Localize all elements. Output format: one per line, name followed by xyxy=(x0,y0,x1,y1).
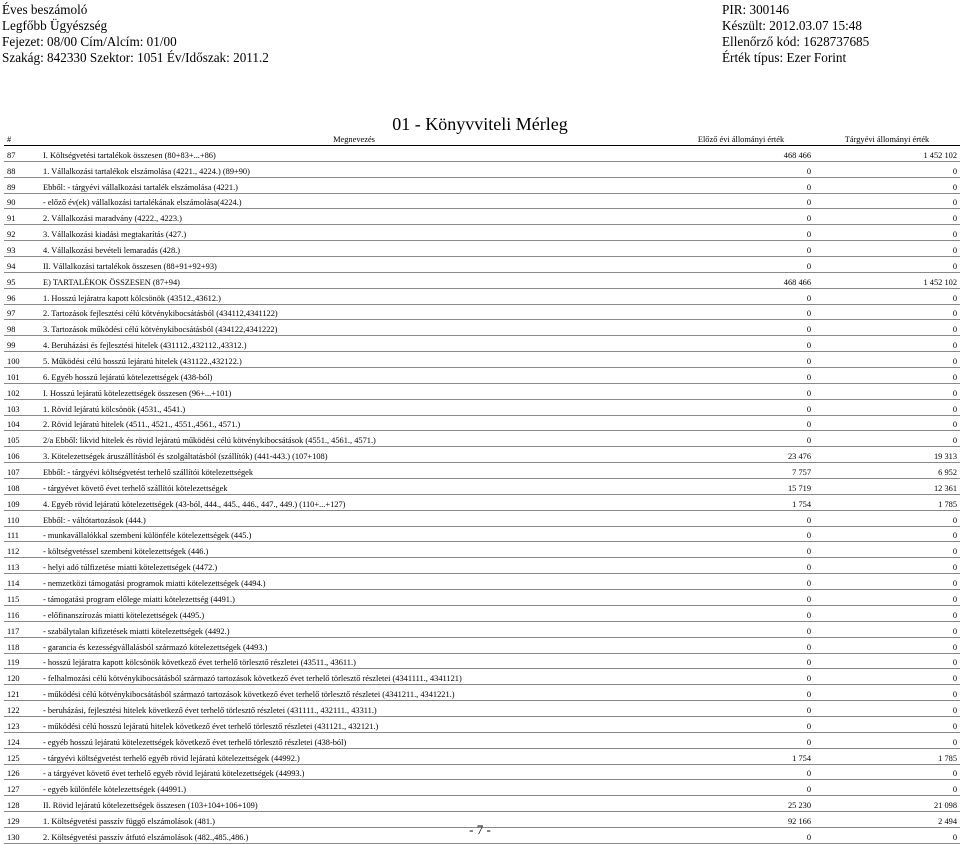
row-description: 4. Egyéb rövid lejáratú kötelezettségek (43-ból, 444., 445., 446., 447., 449.) (110+...+127) xyxy=(40,494,668,510)
row-description: 2. Tartozások fejlesztési célú kötvénykibocsátásból (434112,4341122) xyxy=(40,304,668,320)
table-row xyxy=(4,494,960,510)
table-row xyxy=(4,288,960,304)
table-row xyxy=(4,368,960,384)
current-year-value: 0 xyxy=(814,669,960,685)
previous-year-value: 0 xyxy=(668,336,814,352)
header-right xyxy=(722,2,869,66)
table-row xyxy=(4,716,960,732)
current-year-value: 0 xyxy=(814,510,960,526)
current-year-value: 0 xyxy=(814,399,960,415)
previous-year-value: 15 719 xyxy=(668,479,814,495)
row-description: 5. Működési célú hosszú lejáratú hitelek (431122.,432122.) xyxy=(40,352,668,368)
current-year-value: 0 xyxy=(814,827,960,843)
previous-year-value: 0 xyxy=(668,177,814,193)
table-row xyxy=(4,304,960,320)
previous-year-value: 0 xyxy=(668,764,814,780)
previous-year-value: 1 754 xyxy=(668,494,814,510)
table-row xyxy=(4,431,960,447)
table-row xyxy=(4,161,960,177)
table-row xyxy=(4,653,960,669)
row-description: 1. Költségvetési passzív függő elszámolások (481.) xyxy=(40,812,668,828)
row-number: 124 xyxy=(4,732,40,748)
table-row xyxy=(4,669,960,685)
previous-year-value: 0 xyxy=(668,685,814,701)
balance-sheet-table xyxy=(4,134,960,844)
current-year-value: 0 xyxy=(814,558,960,574)
sector-period: Szakág: 842330 Szektor: 1051 Év/Időszak: 2011.2 xyxy=(2,50,269,65)
table-header-row xyxy=(4,134,960,146)
row-description: 2. Rövid lejáratú hitelek (4511., 4521., 4551.,4561., 4571.) xyxy=(40,415,668,431)
row-number: 89 xyxy=(4,177,40,193)
row-description: - garancia és kezességvállalásból származó kötelezettségek (4493.) xyxy=(40,637,668,653)
current-year-value: 0 xyxy=(814,621,960,637)
row-number: 120 xyxy=(4,669,40,685)
previous-year-value: 0 xyxy=(668,621,814,637)
row-description: - hosszú lejáratra kapott kölcsönök következő évet terhelő törlesztő részletei (43511., 43611.) xyxy=(40,653,668,669)
row-description: 4. Vállalkozási bevételi lemaradás (428.) xyxy=(40,241,668,257)
row-number: 105 xyxy=(4,431,40,447)
row-description: 2. Vállalkozási maradvány (4222., 4223.) xyxy=(40,209,668,225)
row-description: 2/a Ebből: likvid hitelek és rövid lejáratú működési célú kötvénykibocsátások (4551., 4561., 4571.) xyxy=(40,431,668,447)
row-description: - tárgyévi költségvetést terhelő egyéb rövid lejáratú kötelezettségek (44992.) xyxy=(40,748,668,764)
previous-year-value: 0 xyxy=(668,827,814,843)
row-description: Ebből: - tárgyévi költségvetést terhelő szállítói kötelezettségek xyxy=(40,463,668,479)
report-header xyxy=(0,0,960,64)
previous-year-value: 23 476 xyxy=(668,447,814,463)
previous-year-value: 0 xyxy=(668,574,814,590)
previous-year-value: 468 466 xyxy=(668,272,814,288)
row-description: 1. Hosszú lejáratra kapott kölcsönök (43512.,43612.) xyxy=(40,288,668,304)
current-year-value: 0 xyxy=(814,780,960,796)
row-number: 92 xyxy=(4,225,40,241)
current-year-value: 1 785 xyxy=(814,748,960,764)
row-number: 106 xyxy=(4,447,40,463)
row-number: 122 xyxy=(4,701,40,717)
current-year-value: 0 xyxy=(814,209,960,225)
table-row xyxy=(4,542,960,558)
table-row xyxy=(4,526,960,542)
row-number: 129 xyxy=(4,812,40,828)
row-description: - nemzetközi támogatási programok miatti kötelezettségek (4494.) xyxy=(40,574,668,590)
table-row xyxy=(4,574,960,590)
table-row xyxy=(4,463,960,479)
row-number: 95 xyxy=(4,272,40,288)
previous-year-value: 0 xyxy=(668,431,814,447)
row-description: - költségvetéssel szembeni kötelezettségek (446.) xyxy=(40,542,668,558)
previous-year-value: 0 xyxy=(668,780,814,796)
current-year-value: 1 785 xyxy=(814,494,960,510)
previous-year-value: 0 xyxy=(668,542,814,558)
row-number: 100 xyxy=(4,352,40,368)
previous-year-value: 25 230 xyxy=(668,796,814,812)
table-row xyxy=(4,510,960,526)
current-year-value: 21 098 xyxy=(814,796,960,812)
table-row xyxy=(4,605,960,621)
table-row xyxy=(4,399,960,415)
current-year-value: 1 452 102 xyxy=(814,272,960,288)
table-row xyxy=(4,590,960,606)
row-number: 119 xyxy=(4,653,40,669)
previous-year-value: 0 xyxy=(668,193,814,209)
table-row xyxy=(4,257,960,273)
current-year-value: 0 xyxy=(814,637,960,653)
current-year-value: 0 xyxy=(814,605,960,621)
row-number: 112 xyxy=(4,542,40,558)
row-description: - előző év(ek) vállalkozási tartalékának elszámolása(4224.) xyxy=(40,193,668,209)
row-number: 110 xyxy=(4,510,40,526)
row-description: 1. Rövid lejáratú kölcsönök (4531., 4541.) xyxy=(40,399,668,415)
row-number: 87 xyxy=(4,146,40,162)
table-row xyxy=(4,352,960,368)
table-row xyxy=(4,177,960,193)
previous-year-value: 0 xyxy=(668,637,814,653)
previous-year-value: 0 xyxy=(668,415,814,431)
row-number: 127 xyxy=(4,780,40,796)
row-number: 90 xyxy=(4,193,40,209)
row-number: 123 xyxy=(4,716,40,732)
row-number: 96 xyxy=(4,288,40,304)
column-header-name: Megnevezés xyxy=(40,134,668,146)
previous-year-value: 0 xyxy=(668,225,814,241)
table-row xyxy=(4,558,960,574)
row-description: - szabálytalan kifizetések miatti kötelezettségek (4492.) xyxy=(40,621,668,637)
column-header-previous-year: Előző évi állományi érték xyxy=(668,134,814,146)
row-number: 117 xyxy=(4,621,40,637)
row-number: 125 xyxy=(4,748,40,764)
row-number: 111 xyxy=(4,526,40,542)
current-year-value: 0 xyxy=(814,241,960,257)
current-year-value: 0 xyxy=(814,225,960,241)
previous-year-value: 0 xyxy=(668,605,814,621)
table-row xyxy=(4,336,960,352)
previous-year-value: 0 xyxy=(668,352,814,368)
report-type: Éves beszámoló xyxy=(2,2,88,17)
row-description: - munkavállalókkal szembeni különféle kötelezettségek (445.) xyxy=(40,526,668,542)
row-number: 113 xyxy=(4,558,40,574)
table-row xyxy=(4,764,960,780)
row-description: - beruházási, fejlesztési hitelek következő évet terhelő törlesztő részletei (431111., 432111., 43311.) xyxy=(40,701,668,717)
row-number: 108 xyxy=(4,479,40,495)
table-row xyxy=(4,796,960,812)
row-description: - támogatási program előlege miatti kötelezettség (4491.) xyxy=(40,590,668,606)
current-year-value: 0 xyxy=(814,764,960,780)
current-year-value: 0 xyxy=(814,701,960,717)
row-number: 102 xyxy=(4,383,40,399)
row-number: 101 xyxy=(4,368,40,384)
row-description: I. Költségvetési tartalékok összesen (80+83+...+86) xyxy=(40,146,668,162)
table-body xyxy=(4,146,960,844)
previous-year-value: 0 xyxy=(668,558,814,574)
row-number: 126 xyxy=(4,764,40,780)
previous-year-value: 0 xyxy=(668,209,814,225)
table-row xyxy=(4,748,960,764)
previous-year-value: 7 757 xyxy=(668,463,814,479)
previous-year-value: 0 xyxy=(668,732,814,748)
table-row xyxy=(4,241,960,257)
row-description: 3. Tartozások működési célú kötvénykibocsátásból (434122,4341222) xyxy=(40,320,668,336)
current-year-value: 6 952 xyxy=(814,463,960,479)
row-description: - egyéb hosszú lejáratú kötelezettségek következő évet terhelő törlesztő részletei (438-ból) xyxy=(40,732,668,748)
row-number: 115 xyxy=(4,590,40,606)
previous-year-value: 0 xyxy=(668,304,814,320)
previous-year-value: 0 xyxy=(668,399,814,415)
row-description: 3. Vállalkozási kiadási megtakarítás (427.) xyxy=(40,225,668,241)
previous-year-value: 0 xyxy=(668,161,814,177)
table-row xyxy=(4,780,960,796)
table-row xyxy=(4,637,960,653)
current-year-value: 0 xyxy=(814,685,960,701)
row-number: 88 xyxy=(4,161,40,177)
row-description: 3. Kötelezettségek áruszállításból és szolgáltatásból (szállítók) (441-443.) (107+108) xyxy=(40,447,668,463)
row-number: 104 xyxy=(4,415,40,431)
current-year-value: 12 361 xyxy=(814,479,960,495)
row-description: 6. Egyéb hosszú lejáratú kötelezettségek (438-ból) xyxy=(40,368,668,384)
current-year-value: 0 xyxy=(814,320,960,336)
current-year-value: 0 xyxy=(814,526,960,542)
table-row xyxy=(4,447,960,463)
current-year-value: 2 494 xyxy=(814,812,960,828)
row-number: 103 xyxy=(4,399,40,415)
row-description: Ebből: - tárgyévi vállalkozási tartalék elszámolása (4221.) xyxy=(40,177,668,193)
row-number: 107 xyxy=(4,463,40,479)
previous-year-value: 0 xyxy=(668,241,814,257)
row-number: 94 xyxy=(4,257,40,273)
table-row xyxy=(4,225,960,241)
row-description: II. Vállalkozási tartalékok összesen (88+91+92+93) xyxy=(40,257,668,273)
row-description: - tárgyévet követő évet terhelő szállítói kötelezettségek xyxy=(40,479,668,495)
current-year-value: 0 xyxy=(814,732,960,748)
row-number: 130 xyxy=(4,827,40,843)
row-description: I. Hosszú lejáratú kötelezettségek összesen (96+...+101) xyxy=(40,383,668,399)
previous-year-value: 0 xyxy=(668,590,814,606)
current-year-value: 0 xyxy=(814,383,960,399)
row-description: 1. Vállalkozási tartalékok elszámolása (4221., 4224.) (89+90) xyxy=(40,161,668,177)
column-header-current-year: Tárgyévi állományi érték xyxy=(814,134,960,146)
previous-year-value: 0 xyxy=(668,669,814,685)
row-description: II. Rövid lejáratú kötelezettségek összesen (103+104+106+109) xyxy=(40,796,668,812)
row-description: - helyi adó túlfizetése miatti kötelezettségek (4472.) xyxy=(40,558,668,574)
previous-year-value: 0 xyxy=(668,383,814,399)
row-number: 109 xyxy=(4,494,40,510)
previous-year-value: 0 xyxy=(668,257,814,273)
previous-year-value: 468 466 xyxy=(668,146,814,162)
row-number: 99 xyxy=(4,336,40,352)
previous-year-value: 1 754 xyxy=(668,748,814,764)
table-row xyxy=(4,415,960,431)
row-description: 4. Beruházási és fejlesztési hitelek (431112.,432112.,43312.) xyxy=(40,336,668,352)
current-year-value: 0 xyxy=(814,368,960,384)
previous-year-value: 0 xyxy=(668,320,814,336)
header-left xyxy=(2,2,269,66)
row-description: E) TARTALÉKOK ÖSSZESEN (87+94) xyxy=(40,272,668,288)
row-number: 128 xyxy=(4,796,40,812)
previous-year-value: 0 xyxy=(668,716,814,732)
row-description: - előfinanszírozás miatti kötelezettségek (4495.) xyxy=(40,605,668,621)
current-year-value: 0 xyxy=(814,352,960,368)
table-row xyxy=(4,621,960,637)
row-number: 97 xyxy=(4,304,40,320)
table-row xyxy=(4,320,960,336)
organization-name: Legfőbb Ügyészség xyxy=(2,18,108,33)
row-description: 2. Költségvetési passzív átfutó elszámolások (482.,485.,486.) xyxy=(40,827,668,843)
current-year-value: 0 xyxy=(814,177,960,193)
current-year-value: 0 xyxy=(814,288,960,304)
table-row xyxy=(4,479,960,495)
current-year-value: 0 xyxy=(814,336,960,352)
row-number: 121 xyxy=(4,685,40,701)
table-row xyxy=(4,146,960,162)
current-year-value: 0 xyxy=(814,590,960,606)
current-year-value: 0 xyxy=(814,716,960,732)
row-description: - egyéb különféle kötelezettségek (44991.) xyxy=(40,780,668,796)
previous-year-value: 92 166 xyxy=(668,812,814,828)
row-number: 114 xyxy=(4,574,40,590)
row-description: - működési célú hosszú lejáratú hitelek következő évet terhelő törlesztő részletei (431121., 432121.) xyxy=(40,716,668,732)
current-year-value: 0 xyxy=(814,257,960,273)
row-description: Ebből: - váltótartozások (444.) xyxy=(40,510,668,526)
row-number: 116 xyxy=(4,605,40,621)
current-year-value: 0 xyxy=(814,161,960,177)
current-year-value: 0 xyxy=(814,415,960,431)
column-header-number: # xyxy=(4,134,40,146)
value-type: Érték típus: Ezer Forint xyxy=(722,50,847,65)
row-description: - a tárgyévet követő évet terhelő egyéb rövid lejáratú kötelezettségek (44993.) xyxy=(40,764,668,780)
previous-year-value: 0 xyxy=(668,510,814,526)
row-number: 118 xyxy=(4,637,40,653)
row-number: 91 xyxy=(4,209,40,225)
current-year-value: 0 xyxy=(814,193,960,209)
current-year-value: 0 xyxy=(814,431,960,447)
table-row xyxy=(4,701,960,717)
created-timestamp: Készült: 2012.03.07 15:48 xyxy=(722,18,862,33)
page-title-text: 01 - Könyvviteli Mérleg xyxy=(392,114,568,134)
current-year-value: 1 452 102 xyxy=(814,146,960,162)
row-description: - felhalmozási célú kötvénykibocsátásból származó tartozások következő évet terhelő törlesztő részletei (4341111., 4341121) xyxy=(40,669,668,685)
table-row xyxy=(4,383,960,399)
checksum-code: Ellenőrző kód: 1628737685 xyxy=(722,34,870,49)
previous-year-value: 0 xyxy=(668,526,814,542)
row-number: 98 xyxy=(4,320,40,336)
table-row xyxy=(4,732,960,748)
previous-year-value: 0 xyxy=(668,368,814,384)
previous-year-value: 0 xyxy=(668,288,814,304)
pir-code: PIR: 300146 xyxy=(722,2,790,17)
current-year-value: 0 xyxy=(814,304,960,320)
page-number: - 7 - xyxy=(469,822,491,837)
table-row xyxy=(4,685,960,701)
current-year-value: 0 xyxy=(814,653,960,669)
previous-year-value: 0 xyxy=(668,653,814,669)
table-row xyxy=(4,272,960,288)
previous-year-value: 0 xyxy=(668,701,814,717)
table-row xyxy=(4,209,960,225)
current-year-value: 0 xyxy=(814,542,960,558)
table-row xyxy=(4,193,960,209)
chapter-title: Fejezet: 08/00 Cím/Alcím: 01/00 xyxy=(2,34,177,49)
page-title xyxy=(0,113,960,135)
current-year-value: 19 313 xyxy=(814,447,960,463)
row-number: 93 xyxy=(4,241,40,257)
row-description: - működési célú kötvénykibocsátásból származó tartozások következő évet terhelő törlesztő részletei (4341211., 4341221.) xyxy=(40,685,668,701)
current-year-value: 0 xyxy=(814,574,960,590)
